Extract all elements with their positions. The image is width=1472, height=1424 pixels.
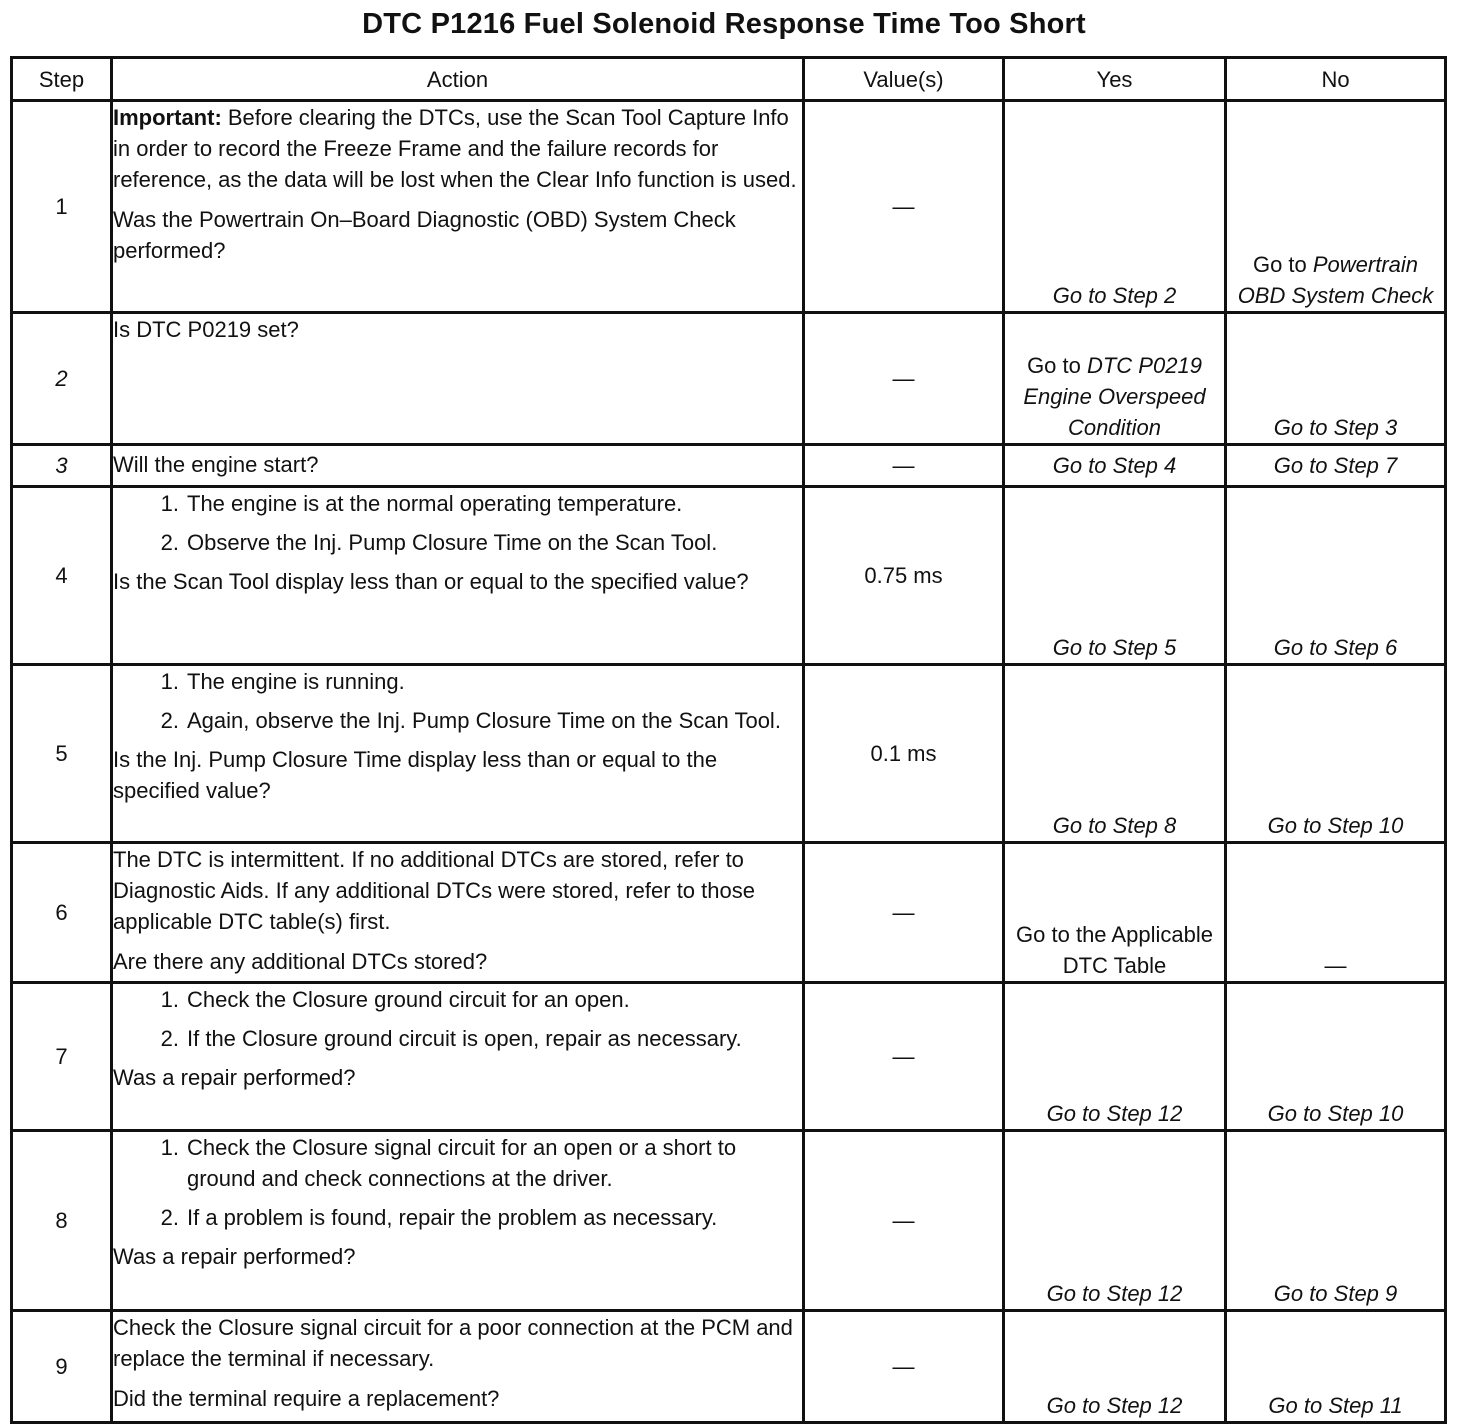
step-number: 1 <box>12 101 112 313</box>
table-header-row <box>12 58 1446 101</box>
no-link: Powertrain OBD System Check <box>1237 252 1434 308</box>
no-cell: Go to Step 10 <box>1226 665 1446 843</box>
question: Was a repair performed? <box>113 1065 356 1090</box>
table-row <box>12 1311 1446 1423</box>
table-row <box>12 1131 1446 1311</box>
list-item: 1. Check the Closure signal circuit for an open or a short to ground and check connections at the driver. <box>160 1135 737 1191</box>
yes-cell <box>1004 313 1226 445</box>
action-cell <box>112 843 804 983</box>
value-cell: 0.1 ms <box>804 665 1004 843</box>
value-cell: — <box>804 313 1004 445</box>
list-item: 1. The engine is running. <box>160 669 405 694</box>
action-cell <box>112 1311 804 1423</box>
important-note <box>113 102 802 195</box>
value-cell: — <box>804 1311 1004 1423</box>
yes-cell: Go to Step 5 <box>1004 487 1226 665</box>
question: Is the Scan Tool display less than or equal to the specified value? <box>113 569 749 594</box>
step-number: 2 <box>12 313 112 445</box>
important-label: Important: <box>113 105 222 130</box>
instruction-text: Check the Closure signal circuit for a poor connection at the PCM and replace the terminal if necessary. <box>113 1315 793 1371</box>
question: Is DTC P0219 set? <box>113 317 299 342</box>
step-number: 6 <box>12 843 112 983</box>
action-cell <box>112 1131 804 1311</box>
step-number: 8 <box>12 1131 112 1311</box>
list-item: 2. If the Closure ground circuit is open, repair as necessary. <box>160 1026 742 1051</box>
no-cell <box>1226 101 1446 313</box>
table-row <box>12 983 1446 1131</box>
value-cell: — <box>804 445 1004 487</box>
no-cell: Go to Step 10 <box>1226 983 1446 1131</box>
table-row <box>12 843 1446 983</box>
procedure-list <box>113 666 802 736</box>
yes-prefix: Go to <box>1027 353 1087 378</box>
yes-cell: Go to Step 2 <box>1004 101 1226 313</box>
table-row <box>12 665 1446 843</box>
action-cell <box>112 665 804 843</box>
diagnostic-table <box>10 56 1447 1424</box>
procedure-list <box>113 1132 802 1233</box>
action-cell <box>112 101 804 313</box>
action-cell <box>112 313 804 445</box>
table-row <box>12 313 1446 445</box>
important-text: Before clearing the DTCs, use the Scan Tool Capture Info in order to record the Freeze Frame and the failure records for reference, as the data will be lost when the Clear Info function is used. <box>113 105 797 192</box>
yes-cell: Go to Step 12 <box>1004 1131 1226 1311</box>
list-item: 1. Check the Closure ground circuit for an open. <box>160 987 630 1012</box>
list-item: 2. Observe the Inj. Pump Closure Time on the Scan Tool. <box>160 530 718 555</box>
step-number: 4 <box>12 487 112 665</box>
header-step: Step <box>12 58 112 101</box>
no-cell: Go to Step 6 <box>1226 487 1446 665</box>
no-cell: Go to Step 7 <box>1226 445 1446 487</box>
yes-cell: Go to Step 12 <box>1004 983 1226 1131</box>
value-cell: — <box>804 101 1004 313</box>
value-cell: 0.75 ms <box>804 487 1004 665</box>
no-cell: Go to Step 3 <box>1226 313 1446 445</box>
step-number: 9 <box>12 1311 112 1423</box>
table-row <box>12 487 1446 665</box>
question: Was the Powertrain On–Board Diagnostic (OBD) System Check performed? <box>113 207 736 263</box>
yes-cell: Go to the Applicable DTC Table <box>1004 843 1226 983</box>
question: Are there any additional DTCs stored? <box>113 949 488 974</box>
question: Will the engine start? <box>113 452 319 477</box>
instruction-text: The DTC is intermittent. If no additional DTCs are stored, refer to Diagnostic Aids. If any additional DTCs were stored, refer to those applicable DTC table(s) first. <box>113 847 755 934</box>
header-action: Action <box>112 58 804 101</box>
no-cell: — <box>1226 843 1446 983</box>
header-no: No <box>1226 58 1446 101</box>
page-title: DTC P1216 Fuel Solenoid Response Time Too Short <box>362 8 1086 40</box>
procedure-list <box>113 488 802 558</box>
header-value: Value(s) <box>804 58 1004 101</box>
list-item: 1. The engine is at the normal operating temperature. <box>160 491 683 516</box>
step-number: 5 <box>12 665 112 843</box>
procedure-list <box>113 984 802 1054</box>
no-prefix: Go to <box>1252 252 1313 277</box>
action-cell <box>112 445 804 487</box>
action-cell <box>112 487 804 665</box>
value-cell: — <box>804 1131 1004 1311</box>
question: Was a repair performed? <box>113 1244 356 1269</box>
yes-cell: Go to Step 12 <box>1004 1311 1226 1423</box>
action-cell <box>112 983 804 1131</box>
question: Is the Inj. Pump Closure Time display less than or equal to the specified value? <box>113 747 718 803</box>
table-row <box>12 445 1446 487</box>
no-cell: Go to Step 9 <box>1226 1131 1446 1311</box>
step-number: 3 <box>12 445 112 487</box>
yes-cell: Go to Step 8 <box>1004 665 1226 843</box>
yes-link: DTC P0219 Engine Overspeed Condition <box>1023 353 1206 440</box>
question: Did the terminal require a replacement? <box>113 1386 500 1411</box>
no-cell: Go to Step 11 <box>1226 1311 1446 1423</box>
yes-cell: Go to Step 4 <box>1004 445 1226 487</box>
step-number: 7 <box>12 983 112 1131</box>
value-cell: — <box>804 983 1004 1131</box>
header-yes: Yes <box>1004 58 1226 101</box>
list-item: 2. If a problem is found, repair the problem as necessary. <box>160 1205 718 1230</box>
value-cell: — <box>804 843 1004 983</box>
table-row <box>12 101 1446 313</box>
list-item: 2. Again, observe the Inj. Pump Closure Time on the Scan Tool. <box>160 708 781 733</box>
